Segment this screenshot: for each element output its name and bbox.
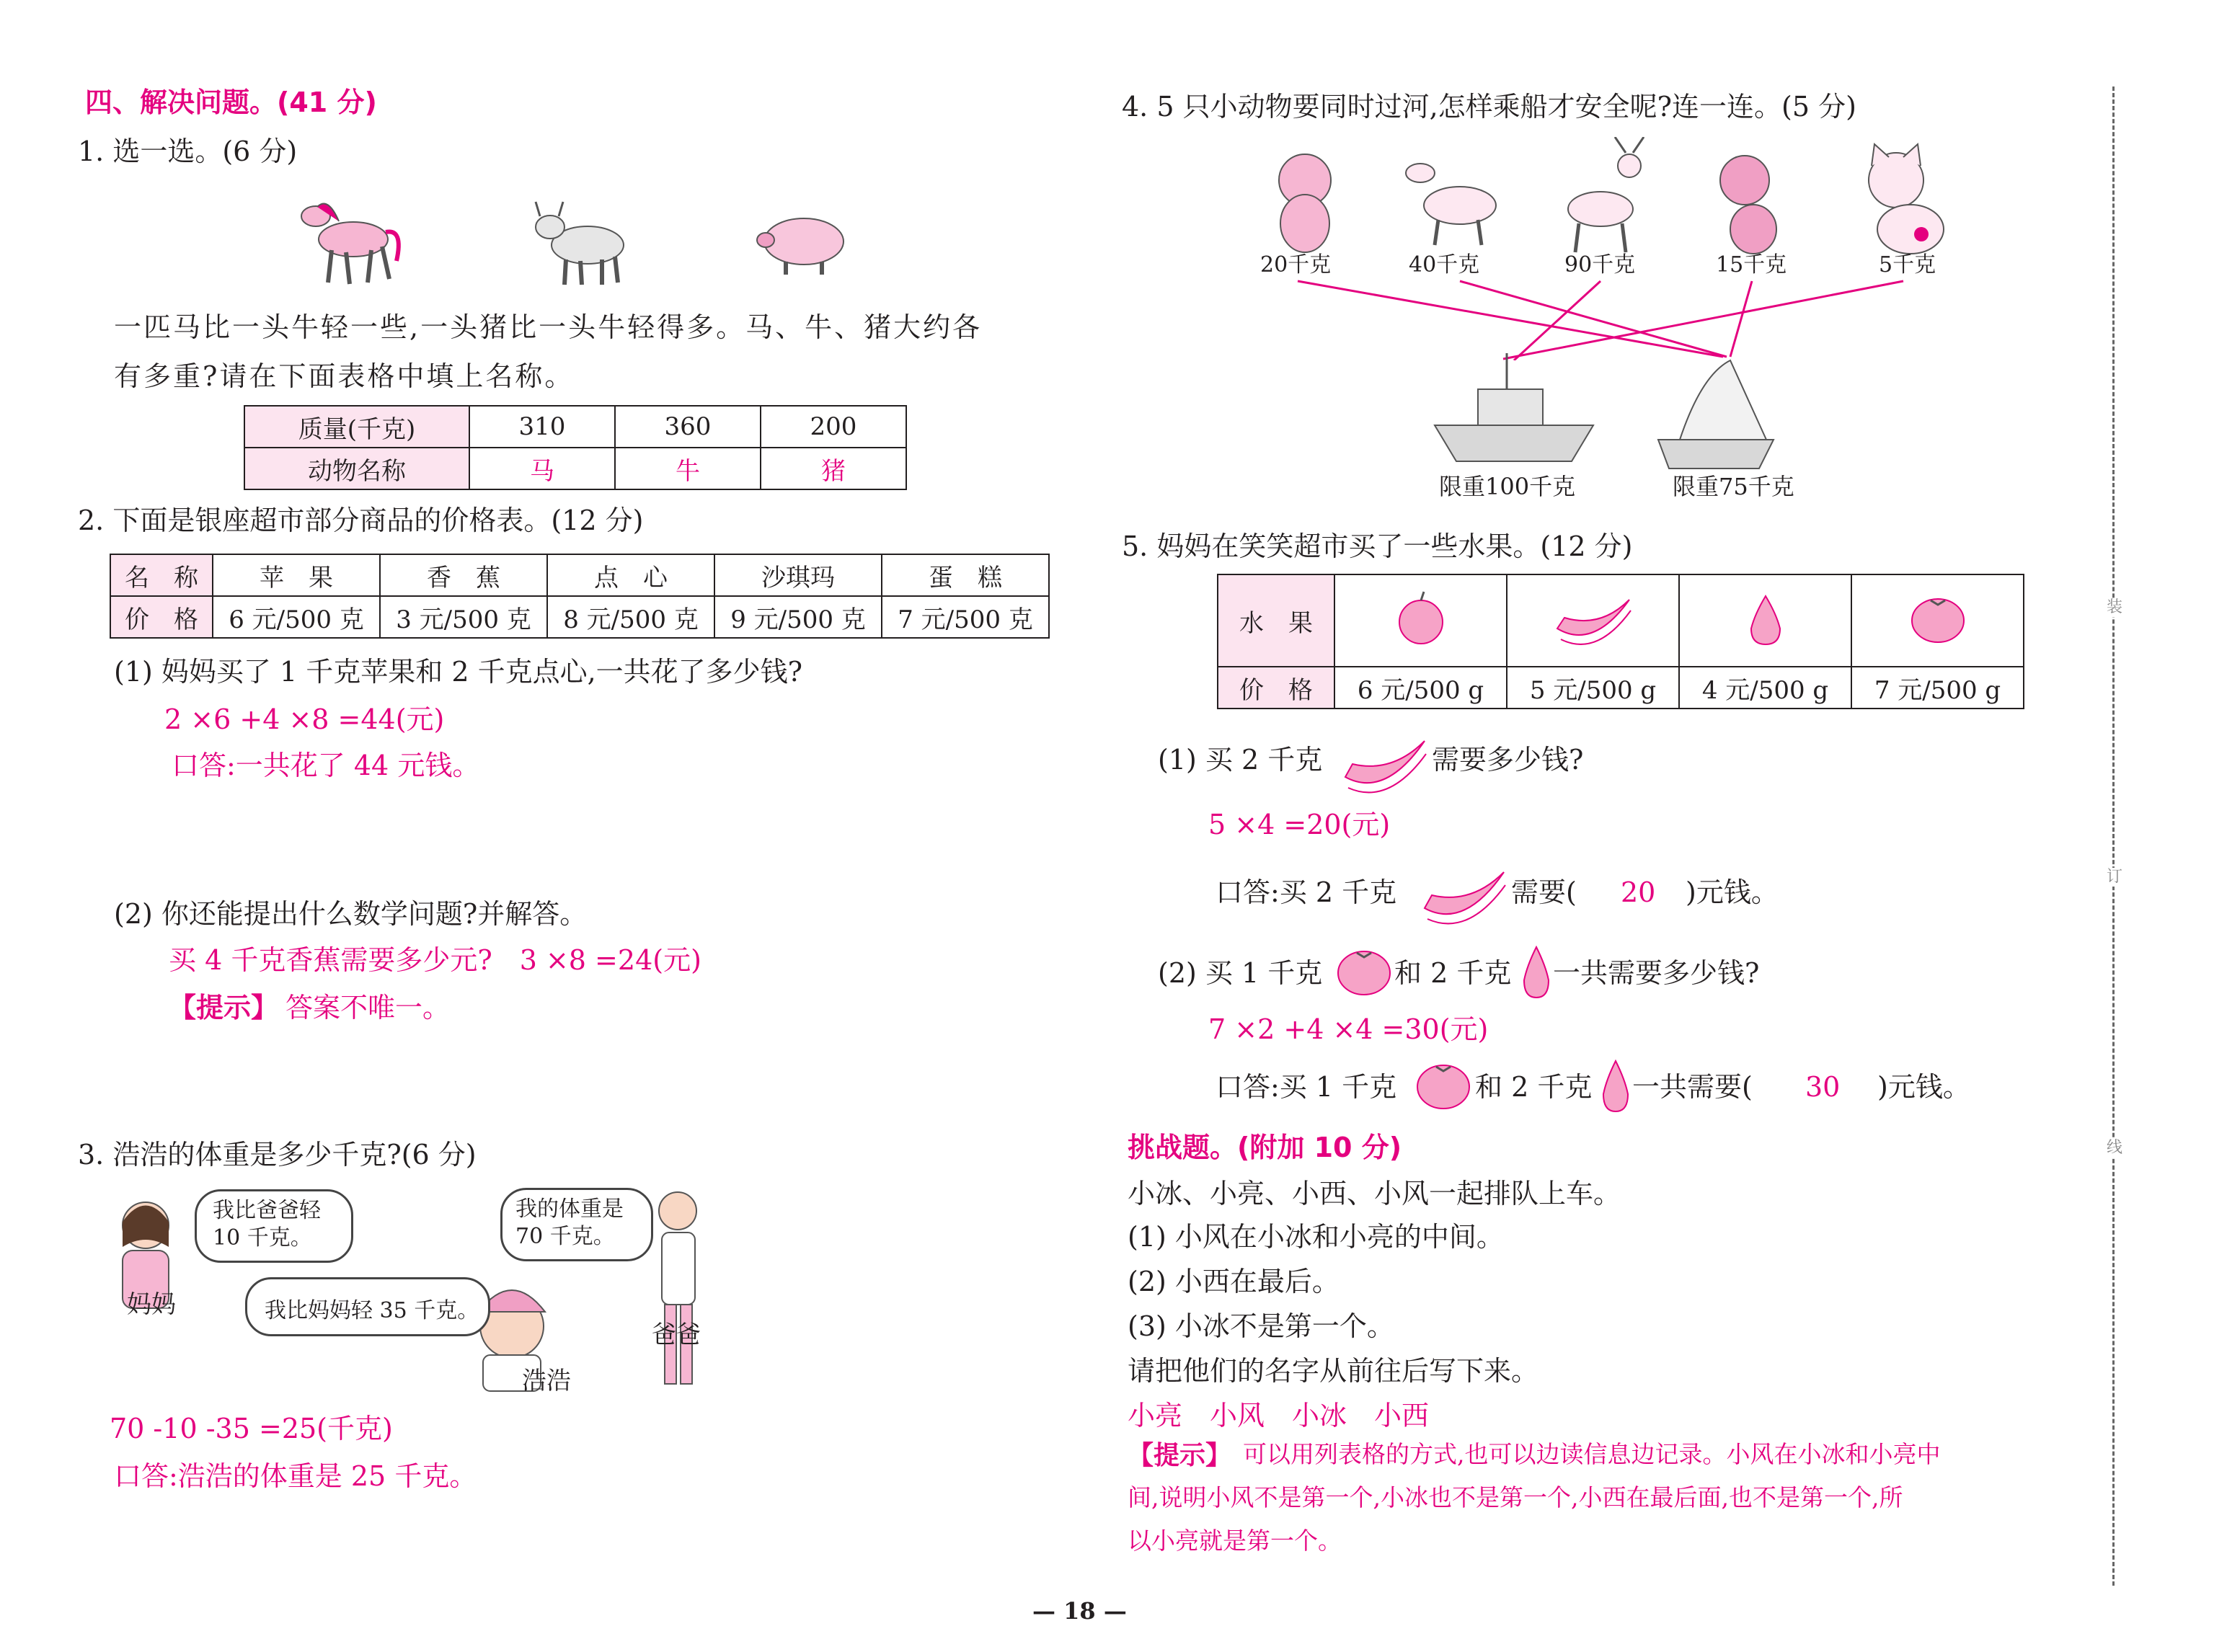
- table-cell: 200: [761, 406, 906, 448]
- banana-cell: [1507, 574, 1679, 667]
- challenge-title: 挑战题。(附加 10 分): [1128, 1132, 1402, 1163]
- q5-sub2-b: 和 2 千克: [1394, 957, 1512, 989]
- table-cell: 马: [469, 448, 615, 489]
- binding-char-2: 订: [2107, 868, 2123, 886]
- q5-ans2-d: )元钱。: [1877, 1071, 1970, 1103]
- q5-sub1-b: 需要多少钱?: [1432, 744, 1584, 776]
- q2-ans2: 买 4 千克香蕉需要多少元? 3 ×8 =24(元): [169, 944, 701, 976]
- q3-title: 3. 浩浩的体重是多少千克?(6 分): [78, 1139, 477, 1171]
- speech-bubble-dad: [500, 1188, 653, 1261]
- table-cell: 香 蕉: [380, 554, 547, 596]
- q2-price-table: [110, 554, 1050, 639]
- challenge-line4: (3) 小冰不是第一个。: [1128, 1310, 1394, 1342]
- table-cell: 点 心: [547, 554, 714, 596]
- table-cell: 牛: [615, 448, 761, 489]
- pear-cell: [1679, 574, 1851, 667]
- q5-ans2-b: 和 2 千克: [1475, 1071, 1593, 1103]
- challenge-hint-line2: 间,说明小风不是第一个,小冰也不是第一个,小西在最后面,也不是第一个,所: [1128, 1483, 1903, 1511]
- table-cell: 8 元/500 克: [547, 596, 714, 638]
- tomato-icon: [1335, 941, 1393, 999]
- q5-ans1-c: )元钱。: [1686, 876, 1779, 908]
- q5-ans1-b: 需要(: [1511, 876, 1577, 908]
- challenge-hint-line3: 以小亮就是第一个。: [1128, 1527, 1342, 1555]
- label-mom: 妈妈: [127, 1290, 176, 1319]
- table-cell: 价 格: [1218, 667, 1334, 709]
- animal-weight-4: 15千克: [1716, 252, 1787, 277]
- q1-table-row: [244, 406, 906, 448]
- tomato-cell: [1851, 574, 2024, 667]
- apple-icon: [1392, 589, 1450, 647]
- boat-limit-1: 限重100千克: [1439, 473, 1576, 500]
- q1-text-line1: 一匹马比一头牛轻一些,一头猪比一头牛轻得多。马、牛、猪大约各: [114, 311, 983, 343]
- q2-sub2: (2) 你还能提出什么数学问题?并解答。: [114, 898, 588, 930]
- q2-table-row: [110, 554, 1049, 596]
- label-kid: 浩浩: [522, 1367, 571, 1395]
- page-number: — 18 —: [1032, 1597, 1127, 1625]
- q5-title: 5. 妈妈在笑笑超市买了一些水果。(12 分): [1122, 530, 1633, 562]
- table-cell: 7 元/500 g: [1851, 667, 2024, 709]
- challenge-hint-line1: 可以用列表格的方式,也可以边读信息边记录。小风在小冰和小亮中: [1243, 1440, 1941, 1468]
- table-cell: 310: [469, 406, 615, 448]
- speech-bubble-mom: [195, 1189, 353, 1263]
- q2-title: 2. 下面是银座超市部分商品的价格表。(12 分): [78, 505, 644, 536]
- tomato-icon: [1905, 589, 1970, 647]
- table-cell: 360: [615, 406, 761, 448]
- animal-weight-5: 5千克: [1879, 252, 1936, 277]
- table-cell: 蛋 糕: [882, 554, 1049, 596]
- speech-bubble-kid: [245, 1277, 490, 1336]
- apple-cell: [1334, 574, 1507, 667]
- cow-illustration: [530, 195, 631, 288]
- challenge-line1: 小冰、小亮、小西、小风一起排队上车。: [1128, 1178, 1621, 1209]
- table-cell: 沙琪玛: [714, 554, 882, 596]
- table-cell: 6 元/500 g: [1334, 667, 1507, 709]
- challenge-line3: (2) 小西在最后。: [1128, 1266, 1340, 1297]
- q3-ans-text: 口答:浩浩的体重是 25 千克。: [114, 1460, 477, 1492]
- bubble-dad-text: 我的体重是70 千克。: [515, 1196, 624, 1249]
- banana-icon: [1550, 585, 1637, 650]
- q5-ans1-a: 口答:买 2 千克: [1216, 876, 1397, 908]
- table-cell: 猪: [761, 448, 906, 489]
- table-cell: 名 称: [110, 554, 213, 596]
- pear-icon: [1740, 585, 1791, 650]
- bubble-kid-text: 我比妈妈轻 35 千克。: [265, 1298, 479, 1323]
- binding-char-1: 装: [2107, 598, 2123, 616]
- horse-illustration: [296, 189, 404, 290]
- q5-sub1-a: (1) 买 2 千克: [1158, 744, 1323, 776]
- table-cell: 动物名称: [244, 448, 469, 489]
- q1-text-line2: 有多重?请在下面表格中填上名称。: [114, 360, 575, 392]
- q4-title: 4. 5 只小动物要同时过河,怎样乘船才安全呢?连一连。(5 分): [1122, 91, 1856, 123]
- q4-boats: [1427, 346, 1802, 476]
- table-cell: 水 果: [1218, 574, 1334, 667]
- challenge-answer: 小亮 小风 小冰 小西: [1128, 1400, 1430, 1431]
- q1-table: [244, 405, 907, 490]
- challenge-hint-label: 【提示】: [1128, 1441, 1232, 1470]
- animal-weight-1: 20千克: [1260, 252, 1332, 277]
- table-cell: 质量(千克): [244, 406, 469, 448]
- q2-table-row: [110, 596, 1049, 638]
- animal-weight-2: 40千克: [1409, 252, 1480, 277]
- bubble-mom-text: 我比爸爸轻10 千克。: [213, 1198, 321, 1251]
- q5-ans2-calc: 7 ×2 +4 ×4 =30(元): [1208, 1013, 1489, 1045]
- tomato-icon: [1414, 1055, 1472, 1113]
- table-cell: 3 元/500 克: [380, 596, 547, 638]
- q5-ans1-calc: 5 ×4 =20(元): [1208, 809, 1391, 840]
- q5-table-row: [1218, 574, 2024, 667]
- q2-sub1: (1) 妈妈买了 1 千克苹果和 2 千克点心,一共花了多少钱?: [114, 656, 803, 688]
- pear-icon: [1518, 940, 1554, 1000]
- table-cell: 苹 果: [213, 554, 380, 596]
- section-title: 四、解决问题。(41 分): [85, 86, 377, 118]
- table-cell: 5 元/500 g: [1507, 667, 1679, 709]
- q2-ans1-calc: 2 ×6 +4 ×8 =44(元): [164, 703, 445, 735]
- pig-illustration: [750, 205, 851, 277]
- banana-icon: [1417, 858, 1511, 930]
- q5-ans2-c: 一共需要(: [1632, 1071, 1753, 1103]
- q2-ans1-text: 口答:一共花了 44 元钱。: [172, 750, 480, 781]
- table-cell: 价 格: [110, 596, 213, 638]
- binding-line: [2112, 86, 2115, 1586]
- label-dad: 爸爸: [652, 1320, 701, 1349]
- table-cell: 7 元/500 克: [882, 596, 1049, 638]
- q5-ans2-value: 30: [1805, 1071, 1841, 1103]
- q1-table-row: [244, 448, 906, 489]
- q2-hint-text: 答案不唯一。: [285, 992, 451, 1023]
- q5-fruit-table: [1217, 574, 2024, 709]
- table-cell: 4 元/500 g: [1679, 667, 1851, 709]
- q2-hint-label: 【提示】: [169, 992, 279, 1023]
- q1-title: 1. 选一选。(6 分): [78, 136, 298, 167]
- banana-icon: [1338, 727, 1432, 799]
- boat-limit-2: 限重75千克: [1673, 473, 1794, 500]
- animal-weight-3: 90千克: [1564, 252, 1636, 277]
- q5-sub2-a: (2) 买 1 千克: [1158, 957, 1323, 989]
- table-cell: 9 元/500 克: [714, 596, 882, 638]
- q3-ans-calc: 70 -10 -35 =25(千克): [110, 1413, 393, 1444]
- binding-char-3: 线: [2107, 1139, 2123, 1157]
- challenge-line2: (1) 小风在小冰和小亮的中间。: [1128, 1221, 1504, 1253]
- table-cell: 6 元/500 克: [213, 596, 380, 638]
- q5-ans2-a: 口答:买 1 千克: [1216, 1071, 1397, 1103]
- q5-table-row: [1218, 667, 2024, 709]
- q5-sub2-c: 一共需要多少钱?: [1553, 957, 1760, 989]
- challenge-line5: 请把他们的名字从前往后写下来。: [1128, 1355, 1539, 1387]
- pear-icon: [1598, 1054, 1634, 1114]
- q5-ans1-value: 20: [1621, 876, 1656, 908]
